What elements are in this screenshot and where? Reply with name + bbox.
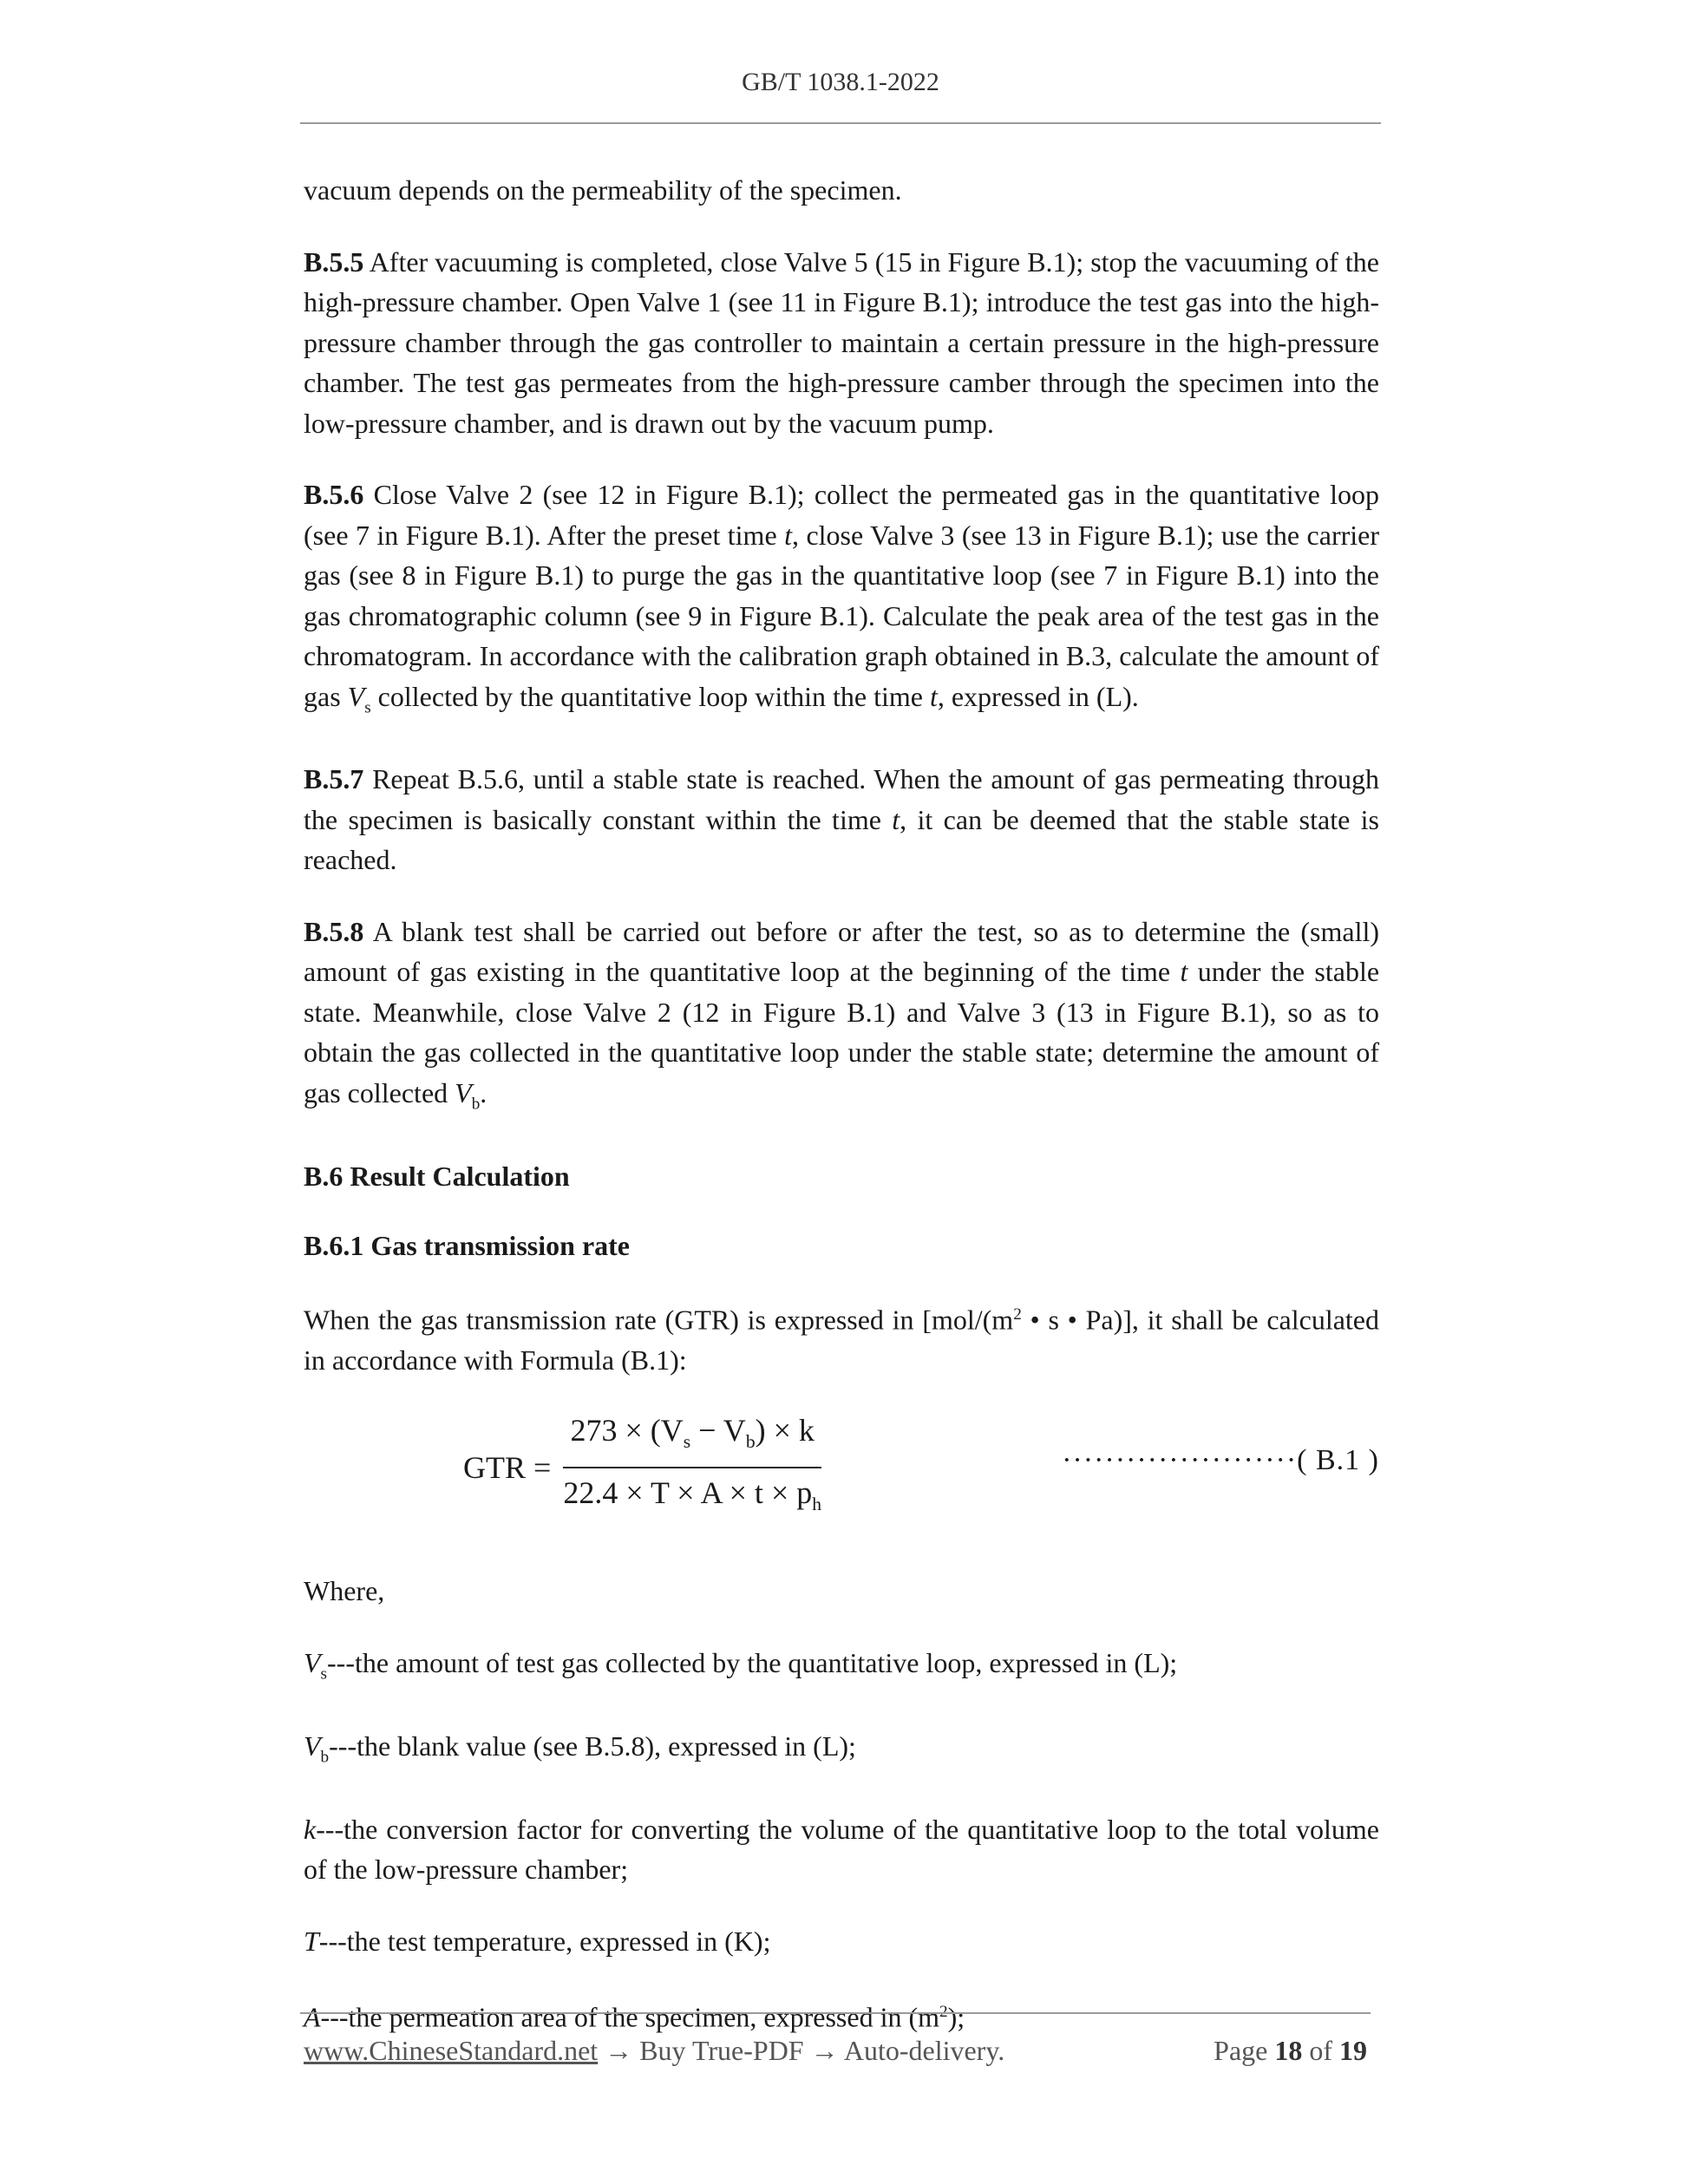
symbol-v: V [347, 680, 365, 712]
clause-text: A blank test shall be carried out before or after the test, so as to determine the (small) amount of gas existing in the quantitative loop at the beginning of the time [304, 915, 1380, 988]
page-label: Page [1214, 2035, 1268, 2066]
definition-t [304, 1921, 1379, 1962]
symbol-sub-b: b [320, 1748, 330, 1767]
symbol-t: t [892, 803, 900, 835]
numerator-part: − V [690, 1413, 746, 1448]
section-heading-b61: B.6.1 Gas transmission rate [304, 1229, 630, 1261]
clause-text: , expressed in (L). [937, 680, 1139, 712]
symbol-sub-s: s [320, 1664, 328, 1684]
clause-text: After vacuuming is completed, close Valve 5 (15 in Figure B.1); stop the vacuuming of the high-pressure chamber. Open Valve 1 (see 11 in Figure B.1); introduce the test gas into the high-pressure chamber through the gas controller to maintain a certain pressure in the high-pressure chamber. The test gas permeates from the high-pressure camber through the specimen into the low-pressure chamber, and is drawn out by the vacuum pump. [304, 245, 1380, 439]
where-label: Where, [304, 1575, 385, 1607]
symbol-t: t [784, 519, 792, 551]
definition-k [304, 1809, 1379, 1890]
clause-number: B.5.5 [304, 245, 364, 278]
symbol-t: t [1180, 956, 1188, 988]
formula-lhs: GTR = [463, 1449, 552, 1485]
clause-text: Repeat B.5.6, until a stable state is reached. When the amount of gas permeating through the specimen is basically constant within the time [304, 763, 1380, 835]
definition-text: ); [947, 2001, 965, 2033]
formula-denominator [556, 1468, 828, 1523]
page-number: 18 [1274, 2035, 1303, 2066]
intro-text: • s • Pa)], it shall be calculated in accordance with Formula (B.1): [304, 1304, 1380, 1376]
numerator-part: ) × k [755, 1413, 815, 1448]
document-body [304, 170, 1379, 2069]
definition-vb [304, 1726, 1379, 1778]
definition-text: ---the permeation area of the specimen, expressed in (m [320, 2001, 940, 2033]
symbol-k: k [304, 1813, 317, 1845]
footer-divider [300, 2012, 1371, 2014]
section-heading-b6: B.6 Result Calculation [304, 1160, 570, 1192]
clause-b57 [304, 759, 1379, 880]
clause-text: , close Valve 3 (see 13 in Figure B.1); use the carrier gas (see 8 in Figure B.1) to purge the gas in the quantitative loop (see 7 in Figure B.1) into the gas chromatographic column (see 9 in Figure B.1). Calculate the peak area of the test gas in the chromatogram. In accordance with the calibration graph obtained in B.3, calculate the amount of gas [304, 519, 1380, 712]
site-link[interactable]: www.ChineseStandard.net [304, 2035, 599, 2066]
clause-text: , it can be deemed that the stable state is reached. [304, 803, 1379, 876]
superscript: 2 [1013, 1305, 1022, 1324]
numerator-sub: b [745, 1431, 756, 1453]
definition-text: ---the test temperature, expressed in (K); [318, 1925, 771, 1957]
clause-b58 [304, 912, 1379, 1125]
formula-expression [463, 1411, 828, 1522]
document-header: GB/T 1038.1-2022 [742, 68, 939, 96]
symbol-sub-b: b [471, 1095, 481, 1114]
definition-text: ---the conversion factor for converting the volume of the quantitative loop to the total volume of the low-pressure chamber; [304, 1813, 1379, 1886]
formula-fraction [556, 1411, 828, 1522]
symbol-A: A [304, 2001, 321, 2033]
page-total: 19 [1339, 2035, 1367, 2066]
symbol-v: V [455, 1076, 472, 1108]
clause-text: collected by the quantitative loop within the time [377, 680, 923, 712]
denominator-sub: h [812, 1493, 822, 1514]
symbol-v: V [304, 1730, 321, 1762]
superscript: 2 [939, 2003, 948, 2022]
footer-promo [304, 2035, 1004, 2067]
of-label: of [1309, 2035, 1332, 2066]
numerator-sub: s [683, 1431, 691, 1453]
definition-a [304, 1992, 1379, 2037]
denominator-part: 22.4 × T × A × t × p [563, 1475, 813, 1510]
clause-text: Close Valve 2 (see 12 in Figure B.1); collect the permeated gas in the quantitative loop (see 7 in Figure B.1). After the preset time [304, 479, 1380, 551]
footer-promo-text: → Buy True-PDF → Auto-delivery. [598, 2035, 1005, 2066]
header-divider [300, 122, 1381, 124]
formula-reference: ······················( B.1 ) [1062, 1444, 1379, 1477]
symbol-sub-s: s [364, 697, 371, 716]
clause-b56 [304, 474, 1379, 728]
clause-number: B.5.6 [304, 479, 364, 510]
clause-text: under the stable state. Meanwhile, close Valve 2 (12 in Figure B.1) and Valve 3 (13 in Figure B.1), so as to obtain the gas collected in the quantitative loop under the stable state; determine the amount of gas collected [304, 956, 1380, 1108]
definition-text: ---the blank value (see B.5.8), expressed in (L); [329, 1730, 856, 1762]
formula-b1 [304, 1411, 1379, 1519]
page-indicator [1214, 2035, 1367, 2067]
intro-text: When the gas transmission rate (GTR) is expressed in [mol/(m [304, 1304, 1014, 1336]
clause-text: . [480, 1076, 487, 1108]
definition-text: ---the amount of test gas collected by the quantitative loop, expressed in (L); [327, 1646, 1178, 1678]
clause-number: B.5.7 [304, 763, 364, 795]
symbol-v: V [304, 1646, 321, 1678]
numerator-part: 273 × (V [570, 1413, 684, 1448]
formula-numerator [563, 1411, 821, 1468]
symbol-t: t [929, 680, 938, 712]
clause-b55 [304, 242, 1379, 444]
clause-number: B.5.8 [304, 915, 364, 947]
symbol-T: T [304, 1925, 319, 1957]
gtr-intro [304, 1295, 1379, 1381]
paragraph-continuation: vacuum depends on the permeability of the specimen. [304, 174, 902, 206]
definition-vs [304, 1643, 1379, 1695]
